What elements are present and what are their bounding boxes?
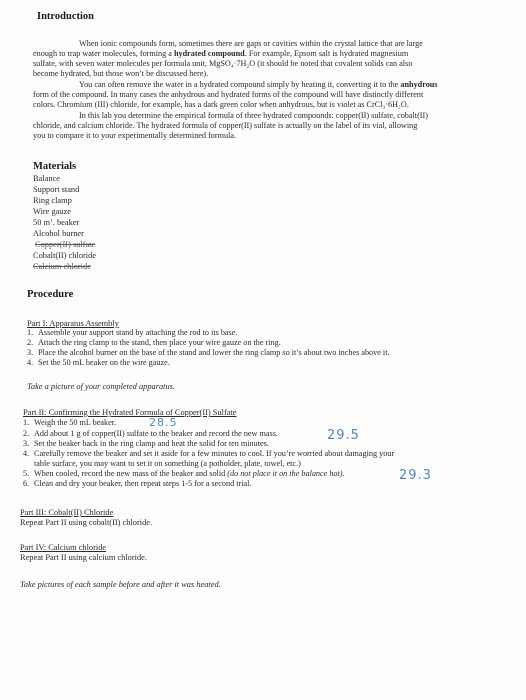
step-number: 3.	[27, 348, 34, 357]
step-text: Carefully remove the beaker and set it aside for a few minutes to cool. If you’re worried about damaging your	[34, 449, 395, 458]
intro-line: colors. Chromium (III) chloride, for example, has a dark green color when anhydrous, but is violet as CrCl₃·6H₂O.	[33, 100, 409, 109]
handwritten-beaker-mass: 28.5	[149, 416, 178, 429]
step-number: 4.	[27, 358, 34, 367]
step-text: Place the alcohol burner on the base of the stand and lower the ring clamp so it’s about two inches above it.	[38, 348, 390, 357]
part1-note: Take a picture of your completed apparatus.	[27, 382, 176, 391]
material-item: Balance	[33, 174, 60, 183]
intro-line: form of the compound. In many cases the anhydrous and hydrated forms of the compound will have distinctly different	[33, 90, 424, 99]
material-item: Calcium chloride	[33, 262, 91, 271]
step	[23, 469, 345, 479]
intro-line: sulfate, with seven water molecules per formula unit, MgSO₄·7H₂O (it should be noted that covalent solids can also	[33, 59, 413, 68]
closing-note: Take pictures of each sample before and after it was heated.	[20, 580, 221, 589]
part1-title: Part I: Apparatus Assembly	[27, 319, 119, 328]
material-item: Alcohol burner	[33, 229, 84, 238]
step	[27, 328, 237, 338]
material-item: 50 m’. beaker	[33, 218, 80, 227]
handwritten-new-mass: 29.5	[327, 428, 360, 443]
material-item: Wire gauze	[33, 207, 72, 216]
step-number: 4.	[23, 449, 30, 458]
materials-heading: Materials	[33, 161, 77, 172]
step-number: 1.	[27, 328, 34, 337]
step-number: 2.	[23, 429, 30, 438]
material-item: Copper(II) sulfate	[35, 240, 96, 249]
step-text-italic: (do not place it on the balance hot).	[227, 469, 345, 478]
step-text: Set the beaker back in the ring clamp and heat the solid for ten minutes.	[34, 439, 269, 448]
part3-text: Repeat Part II using cobalt(II) chloride.	[20, 518, 153, 527]
intro-line: When ionic compounds form, sometimes there are gaps or cavities within the crystal lattice that are large	[79, 39, 423, 48]
part2-title: Part II: Confirming the Hydrated Formula of Copper(II) Sulfate	[23, 408, 237, 417]
step-text: Weigh the 50 mL beaker.	[34, 418, 117, 427]
step-number: 1.	[23, 418, 30, 427]
step-text: Attach the ring clamp to the stand, then place your wire gauze on the ring.	[38, 338, 281, 347]
step-text: Clean and dry your beaker, then repeat steps 1-5 for a second trial.	[34, 479, 252, 488]
step	[23, 479, 251, 489]
part4-text: Repeat Part II using calcium chloride.	[20, 553, 147, 562]
part4-title: Part IV: Calcium chloride	[20, 543, 107, 552]
step-text: Add about 1 g of copper(II) sulfate to the beaker and record the new mass.	[34, 429, 278, 438]
intro-line: enough to trap water molecules, forming a hydrated compound. For example, Epsom salt is hydrated magnesium	[33, 49, 409, 58]
step	[27, 358, 170, 368]
material-item: Support stand	[33, 185, 80, 194]
handwritten-final-mass: 29.3	[399, 468, 432, 483]
step	[27, 338, 281, 348]
material-item: Ring clamp	[33, 196, 72, 205]
intro-line: In this lab you determine the empirical formula of three hydrated compounds: copper(II) sulfate, cobalt(II)	[79, 111, 428, 120]
procedure-heading: Procedure	[27, 289, 74, 300]
intro-line: chloride, and calcium chloride. The hydrated formula of copper(II) sulfate is actually on the label of its vial, allowing	[33, 121, 418, 130]
material-item: Cobalt(II) chloride	[33, 251, 97, 260]
part3-title: Part III: Cobalt(II) Chloride	[20, 508, 114, 517]
step-text: Assemble your support stand by attaching the rod to its base.	[38, 328, 238, 337]
step	[23, 429, 278, 439]
step-number: 3.	[23, 439, 30, 448]
intro-line: you to compare it to your experimentally determined formula.	[33, 131, 237, 140]
step	[27, 348, 390, 358]
step-number: 5.	[23, 469, 30, 478]
step-number: 6.	[23, 479, 30, 488]
step-number: 2.	[27, 338, 34, 347]
intro-line: become hydrated, but those won’t be discussed here).	[33, 69, 209, 78]
step-continuation: table surface, you may want to set it on something (a potholder, plate, towel, etc.)	[34, 459, 301, 468]
step-text: Set the 50 mL beaker on the wire gauze.	[38, 358, 170, 367]
step-text: When cooled, record the new mass of the beaker and solid	[34, 469, 226, 478]
intro-heading: Introduction	[37, 11, 94, 22]
step	[23, 439, 269, 449]
step	[23, 418, 116, 428]
step	[23, 449, 394, 459]
intro-line: You can often remove the water in a hydrated compound simply by heating it, converting it to the anhydrous	[79, 80, 438, 89]
